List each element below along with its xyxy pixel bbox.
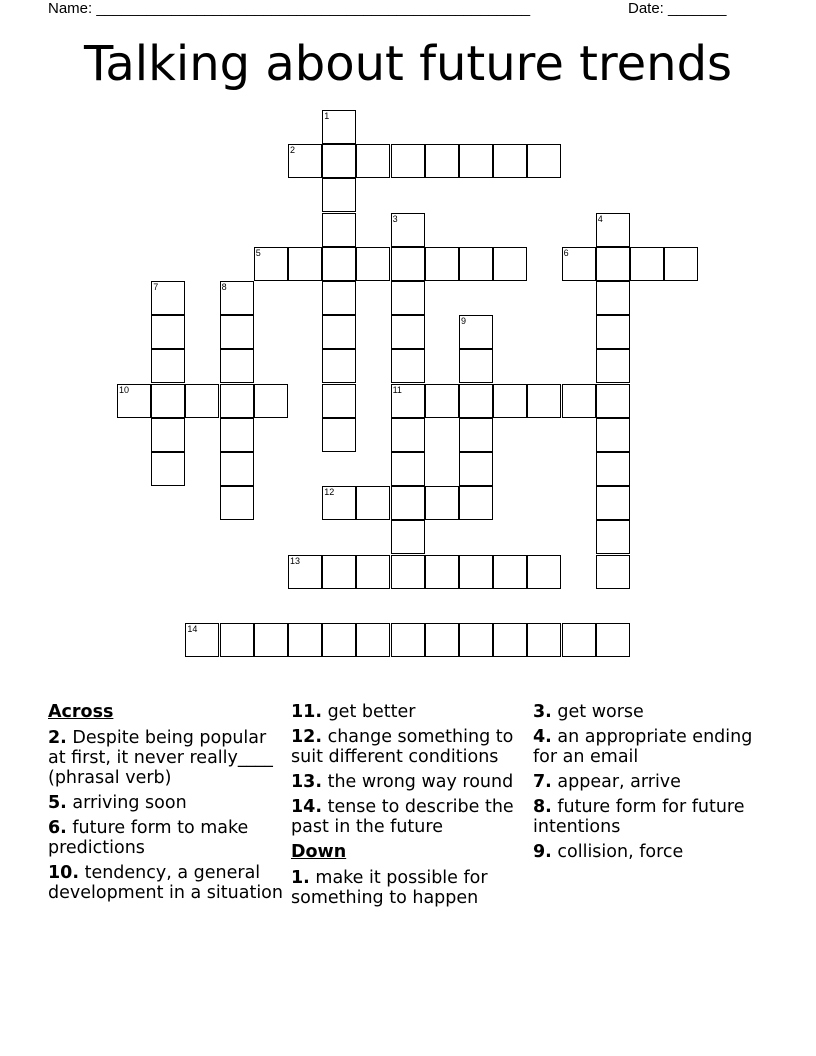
grid-cell[interactable] [220,384,254,418]
grid-cell[interactable] [459,384,493,418]
grid-cell[interactable] [322,349,356,383]
clue-across-2 [48,728,283,788]
grid-cell[interactable] [527,144,561,178]
grid-cell[interactable] [459,315,493,349]
clue-number: 10. [48,863,80,883]
clue-down-7 [533,772,773,792]
grid-cell[interactable] [288,555,322,589]
clue-number: 2. [48,728,67,748]
clue-text: future form for future intentions [533,797,745,837]
grid-cell[interactable] [596,555,630,589]
cell-number: 2 [290,145,296,156]
grid-cell[interactable] [322,315,356,349]
clue-across-10 [48,863,283,903]
grid-cell[interactable] [527,623,561,657]
grid-cell[interactable] [596,384,630,418]
clues-column-2 [291,702,526,913]
grid-cell[interactable] [459,623,493,657]
grid-cell[interactable] [151,315,185,349]
grid-cell[interactable] [425,486,459,520]
grid-cell[interactable] [596,418,630,452]
clue-text: make it possible for something to happen [291,868,488,908]
cell-number: 5 [255,247,261,258]
clue-down-4 [533,727,773,767]
clue-text: arriving soon [66,793,187,813]
grid-cell[interactable] [322,247,356,281]
clue-number: 9. [533,842,552,862]
grid-cell[interactable] [220,418,254,452]
grid-cell[interactable] [493,555,527,589]
name-field[interactable]: Name: ____________________________________________________ [48,0,531,17]
cell-number: 9 [461,316,467,327]
clue-number: 1. [291,868,310,888]
grid-cell[interactable] [185,384,219,418]
grid-cell[interactable] [391,213,425,247]
cell-number: 8 [221,282,227,292]
clue-number: 13. [291,772,323,792]
grid-cell[interactable] [288,623,322,657]
grid-cell[interactable] [322,213,356,247]
grid-cell[interactable] [562,384,596,418]
grid-cell[interactable] [356,486,390,520]
clue-across-5 [48,793,283,813]
grid-cell[interactable] [596,213,630,247]
grid-cell[interactable] [391,623,425,657]
cell-number: 14 [187,624,198,634]
grid-cell[interactable] [562,247,596,281]
clue-across-12 [291,727,526,767]
clue-text: change something to suit different conditions [291,727,514,767]
clue-text: tense to describe the past in the future [291,797,514,837]
grid-cell[interactable] [322,178,356,212]
grid-cell[interactable] [459,247,493,281]
clue-number: 7. [533,772,552,792]
grid-cell[interactable] [527,384,561,418]
grid-cell[interactable] [322,418,356,452]
date-field[interactable]: Date: _______ [628,0,727,17]
grid-cell[interactable] [391,418,425,452]
cell-number: 1 [324,111,330,121]
grid-cell[interactable] [425,555,459,589]
cell-number: 3 [392,213,398,224]
grid-cell[interactable] [493,247,527,281]
clue-across-13 [291,772,526,792]
grid-cell[interactable] [493,384,527,418]
grid-cell[interactable] [322,623,356,657]
clue-number: 11. [291,702,323,722]
clue-number: 12. [291,727,323,747]
grid-cell[interactable] [254,384,288,418]
grid-cell[interactable] [391,384,425,418]
page-title: Talking about future trends [83,36,733,92]
down-heading: Down [291,842,347,862]
clue-across-11 [291,702,526,722]
clues-column-1 [48,702,283,908]
grid-cell[interactable] [459,144,493,178]
grid-cell[interactable] [493,623,527,657]
grid-cell[interactable] [151,418,185,452]
clue-text: tendency, a general development in a situation [48,863,283,903]
clue-number: 6. [48,818,67,838]
cell-number: 7 [153,282,159,292]
cell-number: 6 [563,247,569,258]
grid-cell[interactable] [596,281,630,315]
grid-cell[interactable] [596,520,630,554]
grid-cell[interactable] [220,349,254,383]
clue-number: 8. [533,797,552,817]
grid-cell[interactable] [220,452,254,486]
grid-cell[interactable] [596,486,630,520]
across-heading: Across [48,702,114,722]
grid-cell[interactable] [596,349,630,383]
grid-cell[interactable] [425,247,459,281]
grid-cell[interactable] [322,555,356,589]
grid-cell[interactable] [356,144,390,178]
grid-cell[interactable] [254,623,288,657]
clue-text: get better [322,702,416,722]
clue-text: Despite being popular at first, it never really____ (phrasal verb) [48,728,273,788]
clue-text: future form to make predictions [48,818,249,858]
grid-cell[interactable] [220,486,254,520]
grid-cell[interactable] [391,247,425,281]
grid-cell[interactable] [562,623,596,657]
clue-text: the wrong way round [322,772,514,792]
grid-cell[interactable] [151,452,185,486]
grid-cell[interactable] [596,452,630,486]
grid-cell[interactable] [391,349,425,383]
grid-cell[interactable] [391,520,425,554]
clue-across-6 [48,818,283,858]
cell-number: 10 [119,384,130,395]
grid-cell[interactable] [493,144,527,178]
cell-number: 13 [290,555,301,566]
grid-cell[interactable] [391,315,425,349]
grid-cell[interactable] [288,144,322,178]
grid-cell[interactable] [220,315,254,349]
grid-cell[interactable] [596,315,630,349]
grid-cell[interactable] [322,486,356,520]
grid-cell[interactable] [664,247,698,281]
grid-cell[interactable] [391,281,425,315]
grid-cell[interactable] [459,452,493,486]
cell-number: 11 [392,384,402,395]
grid-cell[interactable] [288,247,322,281]
grid-cell[interactable] [322,384,356,418]
grid-cell[interactable] [425,623,459,657]
grid-cell[interactable] [391,144,425,178]
cell-number: 12 [324,487,335,498]
grid-cell[interactable] [527,555,561,589]
grid-cell[interactable] [391,555,425,589]
grid-cell[interactable] [630,247,664,281]
clue-down-9 [533,842,773,862]
clue-down-3 [533,702,773,722]
grid-cell[interactable] [322,281,356,315]
grid-cell[interactable] [425,384,459,418]
grid-cell[interactable] [459,486,493,520]
clue-across-14 [291,797,526,837]
grid-cell[interactable] [459,349,493,383]
grid-cell[interactable] [254,247,288,281]
grid-cell[interactable] [459,418,493,452]
clue-number: 4. [533,727,552,747]
grid-cell[interactable] [151,384,185,418]
grid-cell[interactable] [391,486,425,520]
grid-cell[interactable] [596,623,630,657]
grid-cell[interactable] [117,384,151,418]
grid-cell[interactable] [220,281,254,315]
clues-column-3 [533,702,773,867]
clue-down-1 [291,868,526,908]
clue-text: get worse [551,702,644,722]
grid-cell[interactable] [356,247,390,281]
clue-text: collision, force [551,842,684,862]
clue-number: 14. [291,797,323,817]
clue-down-8 [533,797,773,837]
grid-cell[interactable] [151,281,185,315]
grid-cell[interactable] [322,144,356,178]
grid-cell[interactable] [459,555,493,589]
clue-text: an appropriate ending for an email [533,727,753,767]
grid-cell[interactable] [220,623,254,657]
clue-number: 5. [48,793,67,813]
grid-cell[interactable] [596,247,630,281]
grid-cell[interactable] [322,110,356,144]
cell-number: 4 [597,213,603,224]
grid-cell[interactable] [356,623,390,657]
clue-number: 3. [533,702,552,722]
clue-text: appear, arrive [551,772,681,792]
grid-cell[interactable] [425,144,459,178]
grid-cell[interactable] [151,349,185,383]
grid-cell[interactable] [356,555,390,589]
grid-cell[interactable] [185,623,219,657]
grid-cell[interactable] [391,452,425,486]
